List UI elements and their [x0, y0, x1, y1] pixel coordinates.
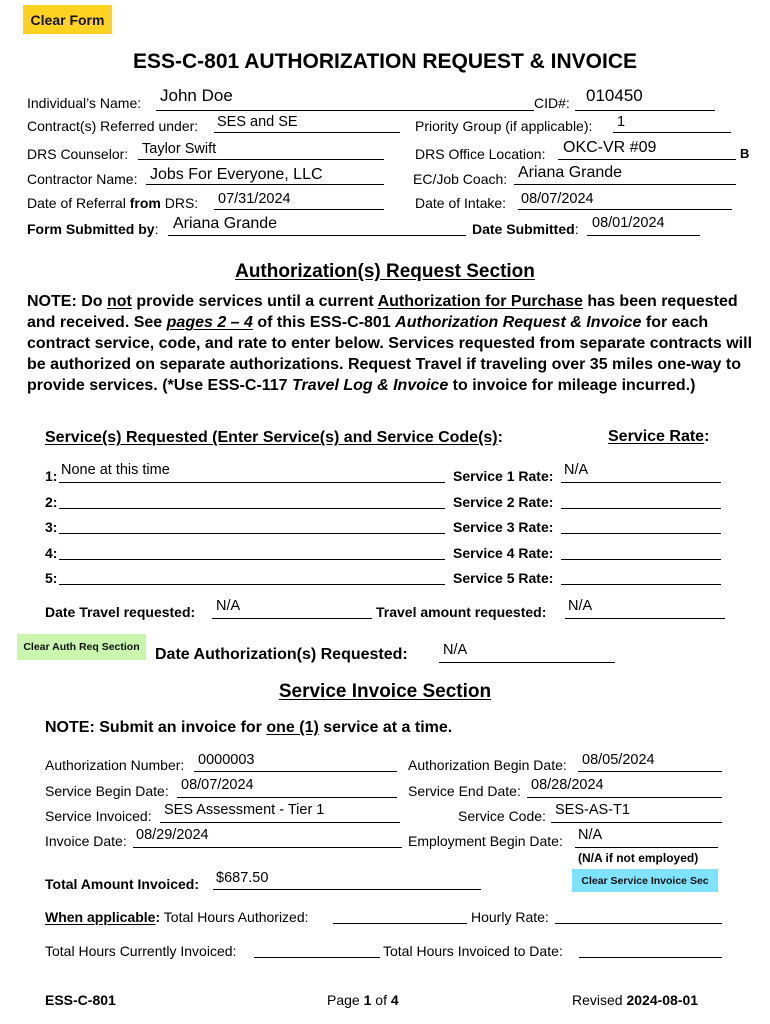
service-rate-field[interactable]	[561, 533, 721, 534]
service-invoiced-value: SES Assessment - Tier 1	[164, 802, 325, 818]
invoice-section-heading	[0, 681, 770, 703]
footer-page-num: 1	[363, 992, 372, 1008]
invoice-note-c: service at a time.	[318, 719, 453, 736]
invoice-section-heading-text: Service Invoice Section	[278, 681, 492, 702]
hours-current-field[interactable]	[254, 957, 380, 958]
hourly-rate-field[interactable]	[555, 923, 722, 924]
auth-note-c: provide services until a current	[131, 293, 378, 310]
service-begin-value: 08/07/2024	[181, 777, 254, 793]
service-field[interactable]	[59, 584, 445, 585]
services-heading-colon: :	[497, 429, 503, 446]
referral-label-a: Date of Referral	[27, 195, 130, 211]
office-label: DRS Office Location:	[415, 146, 546, 162]
referral-date-value: 07/31/2024	[218, 191, 291, 207]
auth-note-k: to invoice for mileage incurred.)	[448, 377, 696, 394]
referral-date-label	[27, 195, 198, 211]
cid-field[interactable]	[575, 110, 715, 111]
submitted-by-field[interactable]	[168, 235, 466, 236]
service-rate-field[interactable]	[561, 482, 721, 483]
travel-amount-field[interactable]	[565, 618, 725, 619]
auth-note-pages: pages 2 – 4	[166, 314, 253, 331]
auth-number-value: 0000003	[198, 752, 255, 768]
service-rate-field[interactable]	[561, 559, 721, 560]
contracts-label: Contract(s) Referred under:	[27, 118, 199, 134]
date-auth-requested-value: N/A	[443, 642, 468, 658]
auth-note-e: has been requested and received. See	[27, 293, 738, 331]
total-amount-value: $687.50	[216, 870, 269, 886]
coach-label: EC/Job Coach:	[413, 171, 508, 187]
footer-page-b: of	[371, 992, 391, 1008]
auth-begin-label: Authorization Begin Date:	[408, 757, 567, 773]
travel-amount-value: N/A	[568, 598, 593, 614]
service-begin-label: Service Begin Date:	[45, 783, 169, 799]
contractor-field[interactable]	[146, 184, 384, 185]
hours-authorized-row	[45, 909, 309, 925]
service-field[interactable]	[59, 559, 445, 560]
invoice-date-field[interactable]	[133, 847, 402, 848]
footer-revised-date: 2024-08-01	[626, 992, 699, 1008]
travel-date-value: N/A	[216, 598, 241, 614]
referral-date-field[interactable]	[214, 209, 384, 210]
counselor-field[interactable]	[138, 159, 384, 160]
invoice-date-value: 08/29/2024	[136, 827, 209, 843]
travel-amount-label: Travel amount requested:	[376, 604, 547, 620]
auth-note-not: not	[107, 293, 132, 310]
service-field[interactable]	[59, 533, 445, 534]
auth-section-heading	[0, 261, 770, 283]
service-end-field[interactable]	[527, 797, 722, 798]
hours-authorized-label: Total Hours Authorized:	[160, 909, 309, 925]
office-suffix: B	[740, 146, 750, 161]
service-end-label: Service End Date:	[408, 783, 521, 799]
cid-label: CID#:	[534, 95, 570, 111]
rate-heading-text: Service Rate	[608, 428, 705, 445]
employment-begin-value: N/A	[578, 827, 603, 843]
service-code-field[interactable]	[551, 822, 722, 823]
individual-name-value: John Doe	[160, 86, 233, 105]
individual-name-label: Individual’s Name:	[27, 95, 142, 111]
footer-page-number	[327, 992, 399, 1008]
auth-number-field[interactable]	[194, 771, 397, 772]
auth-note	[27, 291, 752, 396]
individual-name-field[interactable]	[156, 110, 534, 111]
service-number: 5:	[45, 570, 58, 586]
footer-form-id: ESS-C-801	[45, 992, 116, 1008]
cid-value: 010450	[586, 86, 643, 105]
priority-field[interactable]	[613, 132, 731, 133]
coach-field[interactable]	[514, 184, 736, 185]
service-rate-value: N/A	[564, 462, 589, 478]
priority-value: 1	[617, 114, 626, 130]
auth-number-label: Authorization Number:	[45, 757, 185, 773]
travel-date-label: Date Travel requested:	[45, 604, 196, 620]
counselor-label: DRS Counselor:	[27, 146, 129, 162]
submitted-by-label	[27, 221, 158, 237]
auth-note-travel-log: Travel Log & Invoice	[292, 377, 449, 394]
auth-note-i: for each contract service, code, and rate to enter below. Services requested from separate contracts will be authorized on separate authorizations. Request Travel if traveling over 35 miles one-way to provide services. (*Use ESS-C-117	[27, 314, 753, 394]
auth-note-afp: Authorization for Purchase	[377, 293, 583, 310]
contracts-field[interactable]	[214, 132, 400, 133]
service-number: 2:	[45, 494, 58, 510]
contractor-label: Contractor Name:	[27, 171, 138, 187]
date-submitted-label	[472, 221, 579, 237]
invoice-note	[45, 719, 452, 737]
service-invoiced-field[interactable]	[160, 822, 400, 823]
date-submitted-label-text: Date Submitted	[472, 221, 575, 237]
contractor-value: Jobs For Everyone, LLC	[150, 166, 323, 183]
clear-form-button[interactable]: Clear Form	[23, 5, 112, 34]
service-number: 1:	[45, 468, 58, 484]
service-end-value: 08/28/2024	[531, 777, 604, 793]
service-code-label: Service Code:	[458, 808, 546, 824]
submitted-by-colon: :	[154, 221, 159, 237]
auth-begin-field[interactable]	[578, 771, 722, 772]
submitted-by-value: Ariana Grande	[173, 215, 278, 232]
service-rate-field[interactable]	[561, 508, 721, 509]
referral-label-c: DRS:	[160, 195, 199, 211]
service-rate-field[interactable]	[561, 584, 721, 585]
employment-begin-field[interactable]	[575, 847, 718, 848]
service-field[interactable]	[59, 482, 445, 483]
auth-note-a: NOTE: Do	[27, 293, 107, 310]
service-rate-label: Service 3 Rate:	[453, 519, 554, 535]
total-amount-label: Total Amount Invoiced:	[45, 876, 199, 892]
service-code-value: SES-AS-T1	[555, 802, 630, 818]
hours-to-date-label: Total Hours Invoiced to Date:	[383, 943, 563, 959]
submitted-by-label-text: Form Submitted by	[27, 221, 155, 237]
date-auth-requested-field[interactable]	[439, 662, 615, 663]
travel-date-field[interactable]	[212, 618, 372, 619]
service-rate-label: Service 4 Rate:	[453, 545, 554, 561]
service-rate-label: Service 2 Rate:	[453, 494, 554, 510]
invoice-date-label: Invoice Date:	[45, 833, 127, 849]
footer-page-total: 4	[390, 992, 399, 1008]
service-number: 4:	[45, 545, 58, 561]
when-applicable-colon: :	[155, 909, 161, 925]
service-rate-label: Service 5 Rate:	[453, 570, 554, 586]
service-invoiced-label: Service Invoiced:	[45, 808, 152, 824]
invoice-note-one: one (1)	[266, 719, 319, 736]
contracts-value: SES and SE	[217, 114, 298, 130]
hours-current-label: Total Hours Currently Invoiced:	[45, 943, 237, 959]
rate-heading-colon: :	[704, 428, 710, 445]
rate-heading	[608, 428, 709, 446]
date-auth-requested-label: Date Authorization(s) Requested:	[155, 646, 408, 663]
service-begin-field[interactable]	[177, 797, 397, 798]
office-value: OKC-VR #09	[563, 139, 657, 156]
na-if-not-employed: (N/A if not employed)	[578, 851, 699, 865]
intake-date-value: 08/07/2024	[521, 191, 594, 207]
office-field[interactable]	[558, 159, 736, 160]
services-heading-text: Service(s) Requested (Enter Service(s) and Service Code(s)	[45, 429, 498, 446]
services-heading	[45, 429, 503, 447]
when-applicable-label: When applicable	[45, 909, 156, 925]
date-submitted-colon: :	[574, 221, 579, 237]
coach-value: Ariana Grande	[518, 164, 623, 181]
footer-page-a: Page	[327, 992, 364, 1008]
priority-label: Priority Group (if applicable):	[415, 118, 593, 134]
referral-label-b: from	[129, 195, 161, 211]
auth-note-form-name: Authorization Request & Invoice	[395, 314, 642, 331]
counselor-value: Taylor Swift	[142, 141, 217, 157]
hours-authorized-field[interactable]	[333, 923, 467, 924]
auth-note-g: of this ESS-C-801	[252, 314, 396, 331]
date-submitted-value: 08/01/2024	[592, 215, 665, 231]
invoice-note-a: NOTE: Submit an invoice for	[45, 719, 267, 736]
hours-to-date-field[interactable]	[579, 957, 722, 958]
total-amount-field[interactable]	[213, 889, 481, 890]
service-rate-label: Service 1 Rate:	[453, 468, 554, 484]
page-title: ESS-C-801 AUTHORIZATION REQUEST & INVOICE	[132, 50, 638, 73]
footer-revised-label: Revised	[572, 992, 627, 1008]
date-submitted-field[interactable]	[587, 235, 700, 236]
footer-revised	[572, 992, 698, 1008]
clear-invoice-section-button[interactable]: Clear Service Invoice Sec	[572, 869, 718, 892]
service-number: 3:	[45, 519, 58, 535]
clear-auth-section-button[interactable]: Clear Auth Req Section	[17, 634, 146, 660]
service-field[interactable]	[59, 508, 445, 509]
auth-section-heading-text: Authorization(s) Request Section	[235, 261, 535, 282]
hourly-rate-label: Hourly Rate:	[471, 909, 549, 925]
intake-date-field[interactable]	[518, 209, 732, 210]
auth-begin-value: 08/05/2024	[582, 752, 655, 768]
intake-date-label: Date of Intake:	[415, 195, 507, 211]
employment-begin-label: Employment Begin Date:	[408, 833, 563, 849]
service-value: None at this time	[61, 462, 170, 478]
